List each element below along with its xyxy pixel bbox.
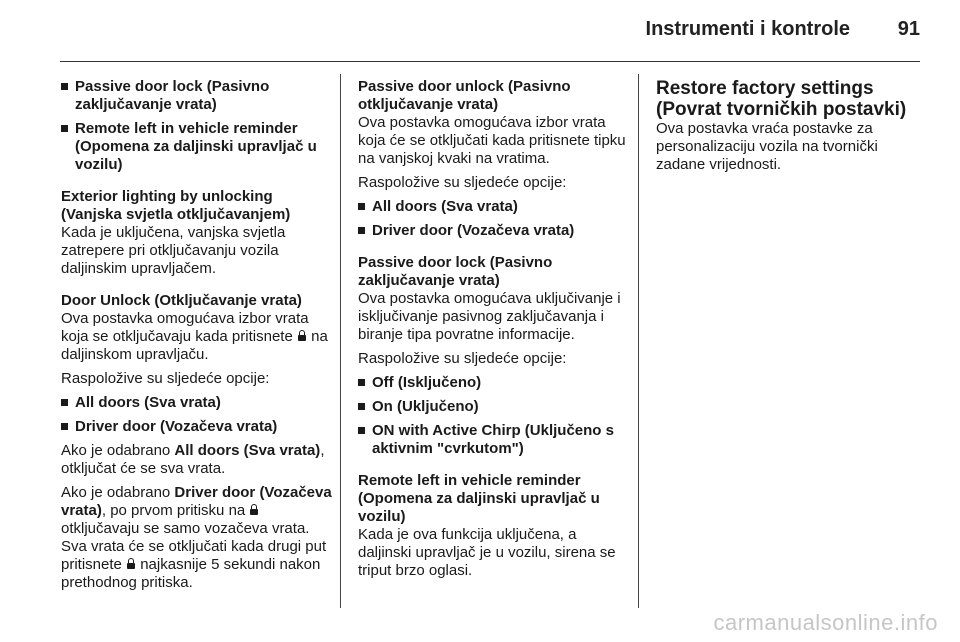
column-divider-1 (340, 74, 341, 608)
bullet-square-icon (358, 403, 365, 410)
section-text: Ako je odabrano All doors (Sva vrata), otključat će se sva vrata. (61, 442, 325, 477)
bullet-square-icon (358, 227, 365, 234)
section-text: Ako je odabrano Driver door (Vozačeva vrata), po prvom pritisku na otključavaju se samo vozačeva vrata. Sva vrata će se otključati kada drugi put pritisnete najkasnije 5 sekundi nakon prethodnog pritiska. (61, 484, 332, 591)
column-divider-2 (638, 74, 639, 608)
bullet-square-icon (358, 203, 365, 210)
bullet-item: Off (Isključeno) (358, 374, 630, 392)
watermark: carmanualsonline.info (713, 610, 938, 635)
bullet-item: Passive door lock (Pasivno zaključavanje vrata) (61, 78, 333, 114)
bullet-item: Remote left in vehicle reminder (Opomena za daljinski upravljač u vozilu) (61, 120, 333, 174)
lock-icon (249, 504, 259, 516)
lock-icon (126, 558, 136, 570)
section-heading: Exterior lighting by unlocking (Vanjska svjetla otključavanjem) (61, 188, 291, 223)
bullet-square-icon (358, 379, 365, 386)
bullet-item: Driver door (Vozačeva vrata) (61, 418, 333, 436)
column-3 (656, 78, 928, 180)
section-text: Kada je ova funkcija uključena, a daljinski upravljač je u vozilu, sirena se triput brzo oglasi. (358, 526, 616, 579)
lock-icon (297, 330, 307, 342)
options-intro: Raspoložive su sljedeće opcije: (61, 370, 270, 387)
section-text: Ova postavka vraća postavke za personalizaciju vozila na tvornički zadane vrijednosti. (656, 120, 878, 173)
header-title: Instrumenti i kontrole (645, 18, 850, 40)
bullet-item: All doors (Sva vrata) (358, 198, 630, 216)
page-number: 91 (897, 18, 920, 40)
section-text: Ova postavka omogućava uključivanje i isključivanje pasivnog zaključavanja i biranje tipa povratne informacije. (358, 290, 621, 343)
column-2 (358, 78, 630, 586)
section-text: Ova postavka omogućava izbor vrata koja se otključavaju kada pritisnete na daljinskom upravljaču. (61, 310, 328, 363)
bullet-square-icon (61, 399, 68, 406)
section-text: Kada je uključena, vanjska svjetla zatrepere pri otključavanju vozila daljinskim upravljačem. (61, 224, 286, 277)
bullet-item: Driver door (Vozačeva vrata) (358, 222, 630, 240)
bullet-square-icon (61, 423, 68, 430)
bullet-item: All doors (Sva vrata) (61, 394, 333, 412)
page-header (0, 18, 960, 48)
section-heading: Passive door unlock (Pasivno otključavanje vrata) (358, 78, 571, 113)
options-intro: Raspoložive su sljedeće opcije: (358, 350, 567, 367)
section-heading: Remote left in vehicle reminder (Opomena za daljinski upravljač u vozilu) (358, 472, 600, 525)
bullet-square-icon (61, 125, 68, 132)
column-1 (61, 78, 333, 598)
section-heading: Restore factory settings (Povrat tvorničkih postavki) (656, 78, 907, 120)
options-intro: Raspoložive su sljedeće opcije: (358, 174, 567, 191)
header-rule (60, 61, 920, 62)
bullet-square-icon (358, 427, 365, 434)
bullet-item: ON with Active Chirp (Uključeno s aktivnim "cvrkutom") (358, 422, 630, 458)
bullet-item: On (Uključeno) (358, 398, 630, 416)
section-heading: Door Unlock (Otključavanje vrata) (61, 292, 302, 309)
bullet-square-icon (61, 83, 68, 90)
section-heading: Passive door lock (Pasivno zaključavanje vrata) (358, 254, 553, 289)
section-text: Ova postavka omogućava izbor vrata koja će se otključati kada pritisnete tipku na vanjskoj kvaki na vratima. (358, 114, 626, 167)
